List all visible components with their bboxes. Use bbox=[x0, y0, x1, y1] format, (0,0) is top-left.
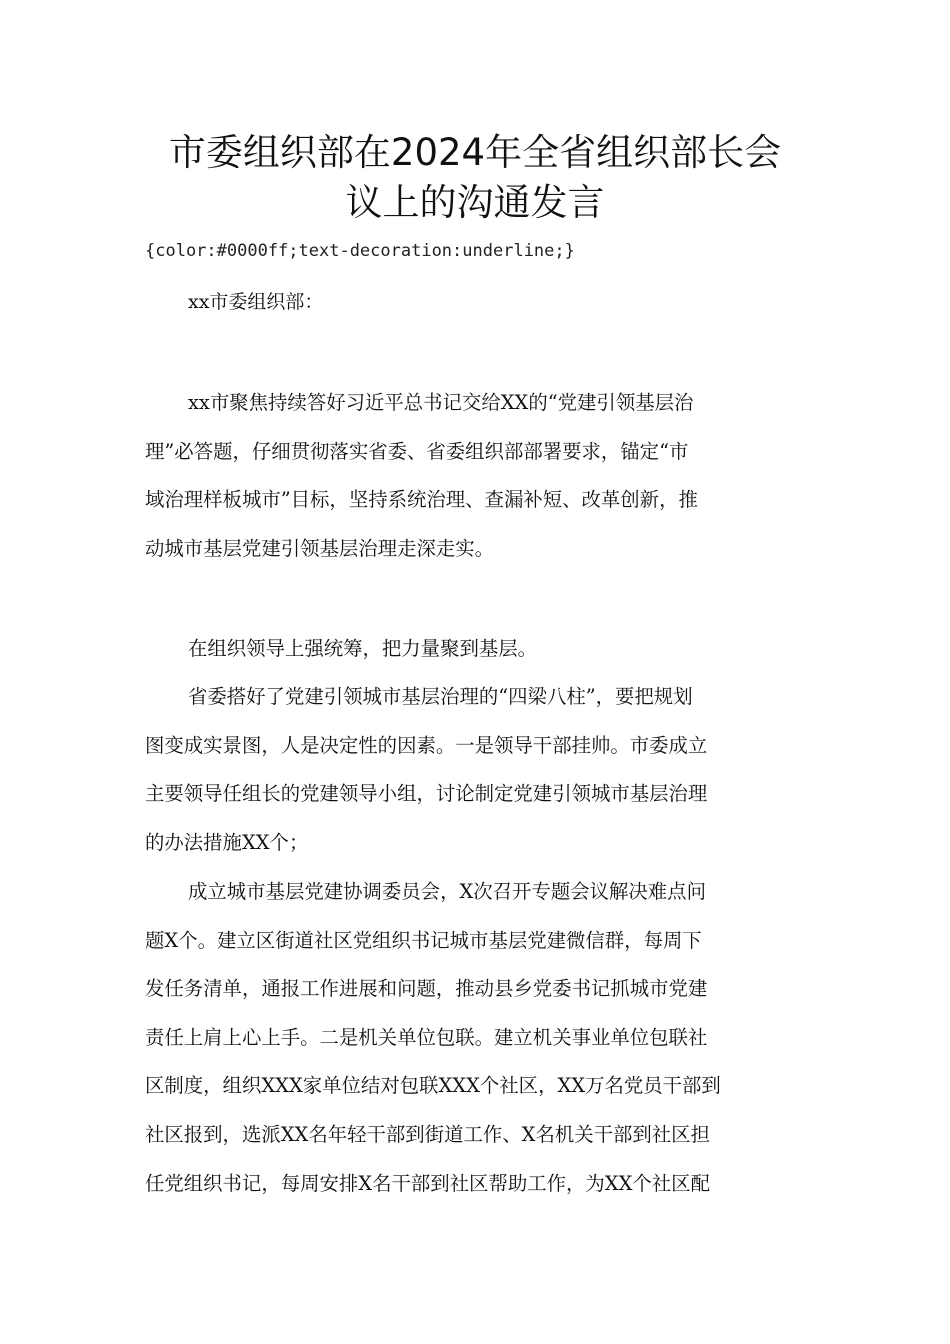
document-title bbox=[100, 128, 850, 228]
text-line: 任党组织书记，每周安排X名干部到社区帮助工作，为XX个社区配 bbox=[145, 1171, 710, 1195]
text-line: 题X个。建立区街道社区党组织书记城市基层党建微信群，每周下 bbox=[145, 928, 702, 952]
stray-css-text: {color:#0000ff;text-decoration:underline;} bbox=[145, 241, 575, 261]
title-line: 议上的沟通发言 bbox=[345, 181, 605, 224]
text-line: 社区报到，选派XX名年轻干部到街道工作、X名机关干部到社区担 bbox=[145, 1122, 710, 1146]
text-line: 图变成实景图，人是决定性的因素。一是领导干部挂帅。市委成立 bbox=[145, 733, 708, 757]
text-line: 在组织领导上强统筹，把力量聚到基层。 bbox=[188, 637, 538, 660]
text-line: 区制度，组织XXX家单位结对包联XXX个社区，XX万名党员干部到 bbox=[145, 1074, 721, 1098]
text-line: 动城市基层党建引领基层治理走深走实。 bbox=[145, 536, 495, 560]
salutation: xx市委组织部： bbox=[188, 291, 324, 313]
text-line: 成立城市基层党建协调委员会，X次召开专题会议解决难点问 bbox=[188, 880, 706, 903]
section-heading bbox=[145, 625, 805, 674]
text-line: 发任务清单，通报工作进展和问题，推动县乡党委书记抓城市党建 bbox=[145, 977, 708, 1001]
text-line: 省委搭好了党建引领城市基层治理的“四梁八柱”，要把规划 bbox=[188, 685, 693, 708]
paragraph bbox=[145, 379, 805, 573]
text-line: 主要领导任组长的党建领导小组，讨论制定党建引领城市基层治理 bbox=[145, 782, 708, 806]
text-line: xx市聚焦持续答好习近平总书记交给XX的“党建引领基层治 bbox=[188, 391, 694, 414]
title-line: 市委组织部在2024年全省组织部长会 bbox=[168, 131, 782, 174]
text-line: 域治理样板城市”目标，坚持系统治理、查漏补短、改革创新，推 bbox=[145, 488, 698, 512]
paragraph bbox=[145, 673, 805, 867]
text-line: 的办法措施XX个； bbox=[145, 830, 309, 854]
paragraph bbox=[145, 868, 805, 1208]
text-line: 责任上肩上心上手。二是机关单位包联。建立机关事业单位包联社 bbox=[145, 1025, 708, 1049]
text-line: 理”必答题，仔细贯彻落实省委、省委组织部部署要求，锚定“市 bbox=[145, 439, 689, 463]
